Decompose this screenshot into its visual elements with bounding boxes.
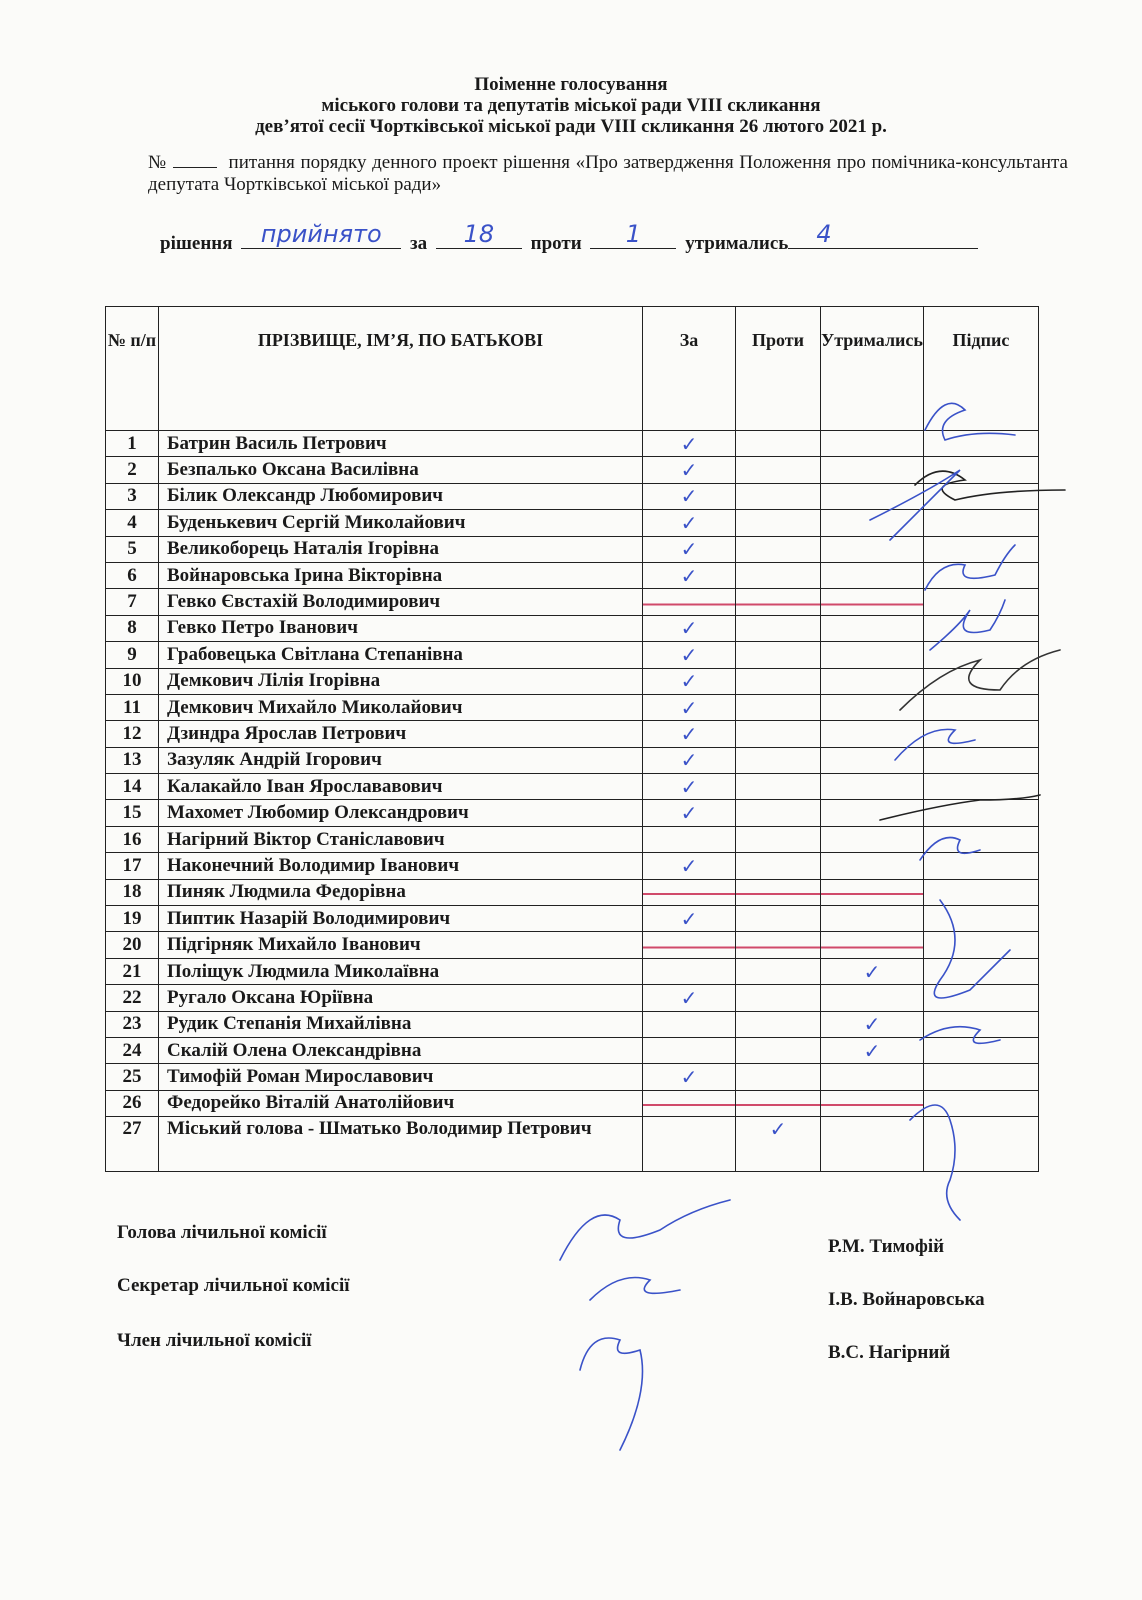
row-number: 17 xyxy=(106,853,159,879)
document-header xyxy=(0,74,1142,137)
vote-abstain-cell xyxy=(821,853,924,879)
decision-field xyxy=(241,220,401,249)
vote-against-cell xyxy=(736,589,821,615)
vote-abstain-cell xyxy=(821,879,924,905)
table-row xyxy=(106,431,1039,457)
secretary-role: Секретар лічильної комісії xyxy=(117,1275,350,1296)
signature-cell xyxy=(923,510,1038,536)
table-row xyxy=(106,721,1039,747)
vote-for-cell xyxy=(643,668,736,694)
signature-cell xyxy=(923,1011,1038,1037)
table-row xyxy=(106,1037,1039,1063)
header-num: № п/п xyxy=(106,307,159,431)
check-mark-icon: ✓ xyxy=(680,642,698,667)
row-number: 2 xyxy=(106,457,159,483)
vote-against-cell xyxy=(736,1064,821,1090)
decision-label: рішення xyxy=(160,233,233,254)
table-row xyxy=(106,642,1039,668)
chair-name: Р.М. Тимофій xyxy=(828,1236,945,1257)
signature-cell xyxy=(923,932,1038,958)
check-mark-icon: ✓ xyxy=(863,1038,881,1063)
signature-cell xyxy=(923,800,1038,826)
agenda-text: питання порядку денного проект рішення «Про затвердження Положення про помічника-консультанта депутата Чортківської міської ради» xyxy=(148,152,1068,195)
vote-for-cell xyxy=(643,721,736,747)
row-name: Грабовецька Світлана Степанівна xyxy=(159,642,643,668)
table-row xyxy=(106,800,1039,826)
vote-against-cell xyxy=(736,1090,821,1116)
table-row xyxy=(106,1090,1039,1116)
vote-against-cell xyxy=(736,668,821,694)
vote-abstain-cell xyxy=(821,932,924,958)
for-value: 18 xyxy=(463,220,495,248)
vote-for-cell xyxy=(643,932,736,958)
row-number: 20 xyxy=(106,932,159,958)
vote-abstain-cell xyxy=(821,800,924,826)
signature-cell xyxy=(923,747,1038,773)
check-mark-icon: ✓ xyxy=(680,537,698,562)
vote-abstain-cell xyxy=(821,721,924,747)
vote-against-cell xyxy=(736,536,821,562)
vote-for-cell xyxy=(643,694,736,720)
table-body xyxy=(106,431,1039,1172)
secretary-name: І.В. Войнаровська xyxy=(828,1289,985,1310)
table-row xyxy=(106,668,1039,694)
row-name: Великоборець Наталія Ігорівна xyxy=(159,536,643,562)
vote-abstain-cell xyxy=(821,1090,924,1116)
table-row xyxy=(106,1117,1039,1172)
row-number: 1 xyxy=(106,431,159,457)
vote-abstain-cell xyxy=(821,826,924,852)
header-abstain: Утримались xyxy=(821,307,924,431)
signature-cell xyxy=(923,1037,1038,1063)
table-row xyxy=(106,747,1039,773)
row-number: 21 xyxy=(106,958,159,984)
vote-abstain-cell xyxy=(821,589,924,615)
vote-abstain-cell xyxy=(821,431,924,457)
vote-for-cell xyxy=(643,1090,736,1116)
row-number: 5 xyxy=(106,536,159,562)
vote-for-cell xyxy=(643,826,736,852)
vote-against-cell xyxy=(736,853,821,879)
vote-for-cell xyxy=(643,879,736,905)
table-row xyxy=(106,985,1039,1011)
vote-for-cell xyxy=(643,1011,736,1037)
table-row xyxy=(106,774,1039,800)
row-name: Ругало Оксана Юріївна xyxy=(159,985,643,1011)
row-name: Скалій Олена Олександрівна xyxy=(159,1037,643,1063)
signature-cell xyxy=(923,853,1038,879)
row-number: 8 xyxy=(106,615,159,641)
vote-for-cell xyxy=(643,774,736,800)
check-mark-icon: ✓ xyxy=(680,563,698,588)
row-name: Підгірняк Михайло Іванович xyxy=(159,932,643,958)
row-number: 18 xyxy=(106,879,159,905)
row-name: Пиняк Людмила Федорівна xyxy=(159,879,643,905)
row-number: 3 xyxy=(106,483,159,509)
signature-cell xyxy=(923,906,1038,932)
row-name: Гевко Петро Іванович xyxy=(159,615,643,641)
against-field xyxy=(590,220,676,249)
check-mark-icon: ✓ xyxy=(680,985,698,1010)
header-for: За xyxy=(643,307,736,431)
vote-abstain-cell xyxy=(821,536,924,562)
row-number: 22 xyxy=(106,985,159,1011)
check-mark-icon: ✓ xyxy=(680,906,698,931)
table-row xyxy=(106,958,1039,984)
vote-for-cell xyxy=(643,615,736,641)
signature-cell xyxy=(923,483,1038,509)
row-number: 13 xyxy=(106,747,159,773)
table-row xyxy=(106,826,1039,852)
vote-abstain-cell xyxy=(821,1011,924,1037)
signature-cell xyxy=(923,1090,1038,1116)
check-mark-icon: ✓ xyxy=(863,959,881,984)
check-mark-icon: ✓ xyxy=(680,853,698,878)
signature-cell xyxy=(923,694,1038,720)
for-label: за xyxy=(410,233,428,254)
table-row xyxy=(106,510,1039,536)
header-subtitle: міського голови та депутатів міської ради VIII скликання xyxy=(321,95,821,116)
vote-against-cell xyxy=(736,906,821,932)
row-number: 26 xyxy=(106,1090,159,1116)
vote-against-cell xyxy=(736,562,821,588)
commission-signature-icon xyxy=(580,1338,643,1450)
decision-value: прийнято xyxy=(260,220,382,248)
vote-abstain-cell xyxy=(821,985,924,1011)
vote-against-cell xyxy=(736,457,821,483)
vote-abstain-cell xyxy=(821,642,924,668)
vote-against-cell xyxy=(736,694,821,720)
vote-abstain-cell xyxy=(821,906,924,932)
row-number: 27 xyxy=(106,1117,159,1172)
check-mark-icon: ✓ xyxy=(680,669,698,694)
row-number: 24 xyxy=(106,1037,159,1063)
vote-for-cell xyxy=(643,483,736,509)
vote-for-cell xyxy=(643,747,736,773)
row-number: 10 xyxy=(106,668,159,694)
check-mark-icon: ✓ xyxy=(680,774,698,799)
vote-abstain-cell xyxy=(821,457,924,483)
vote-against-cell xyxy=(736,483,821,509)
table-row xyxy=(106,932,1039,958)
row-number: 6 xyxy=(106,562,159,588)
vote-against-cell xyxy=(736,1117,821,1172)
row-name: Зазуляк Андрій Ігорович xyxy=(159,747,643,773)
vote-for-cell xyxy=(643,457,736,483)
signature-cell xyxy=(923,642,1038,668)
chair-role: Голова лічильної комісії xyxy=(117,1222,327,1243)
check-mark-icon: ✓ xyxy=(863,1012,881,1037)
vote-for-cell xyxy=(643,906,736,932)
vote-abstain-cell xyxy=(821,694,924,720)
check-mark-icon: ✓ xyxy=(680,616,698,641)
signature-cell xyxy=(923,457,1038,483)
voting-table xyxy=(105,306,1039,1172)
vote-for-cell xyxy=(643,536,736,562)
row-name: Наконечний Володимир Іванович xyxy=(159,853,643,879)
row-number: 7 xyxy=(106,589,159,615)
vote-abstain-cell xyxy=(821,483,924,509)
table-row xyxy=(106,536,1039,562)
row-name: Тимофій Роман Мирославович xyxy=(159,1064,643,1090)
vote-against-cell xyxy=(736,1011,821,1037)
table-row xyxy=(106,694,1039,720)
vote-for-cell xyxy=(643,1037,736,1063)
signature-cell xyxy=(923,958,1038,984)
header-signature: Підпис xyxy=(923,307,1038,431)
table-row xyxy=(106,589,1039,615)
abstain-label: утримались xyxy=(685,233,789,254)
row-name: Войнаровська Ірина Вікторівна xyxy=(159,562,643,588)
signature-cell xyxy=(923,1064,1038,1090)
row-number: 16 xyxy=(106,826,159,852)
row-number: 25 xyxy=(106,1064,159,1090)
vote-against-cell xyxy=(736,826,821,852)
row-name: Пиптик Назарій Володимирович xyxy=(159,906,643,932)
row-name: Демкович Михайло Миколайович xyxy=(159,694,643,720)
check-mark-icon: ✓ xyxy=(680,458,698,483)
row-number: 12 xyxy=(106,721,159,747)
vote-against-cell xyxy=(736,615,821,641)
signature-cell xyxy=(923,879,1038,905)
vote-abstain-cell xyxy=(821,562,924,588)
row-name: Рудик Степанія Михайлівна xyxy=(159,1011,643,1037)
vote-for-cell xyxy=(643,958,736,984)
vote-abstain-cell xyxy=(821,668,924,694)
vote-against-cell xyxy=(736,747,821,773)
row-name: Буденькевич Сергій Миколайович xyxy=(159,510,643,536)
vote-for-cell xyxy=(643,589,736,615)
for-field xyxy=(436,220,522,249)
check-mark-icon: ✓ xyxy=(680,801,698,826)
check-mark-icon: ✓ xyxy=(680,1065,698,1090)
vote-for-cell xyxy=(643,642,736,668)
against-value: 1 xyxy=(625,220,642,248)
check-mark-icon: ✓ xyxy=(769,1117,787,1142)
row-name: Гевко Євстахій Володимирович xyxy=(159,589,643,615)
vote-against-cell xyxy=(736,879,821,905)
signature-cell xyxy=(923,1117,1038,1172)
row-name: Махомет Любомир Олександрович xyxy=(159,800,643,826)
vote-for-cell xyxy=(643,431,736,457)
vote-abstain-cell xyxy=(821,1064,924,1090)
vote-abstain-cell xyxy=(821,1117,924,1172)
vote-abstain-cell xyxy=(821,510,924,536)
vote-abstain-cell xyxy=(821,615,924,641)
vote-against-cell xyxy=(736,774,821,800)
table-row xyxy=(106,562,1039,588)
abstain-field xyxy=(788,220,978,249)
against-label: проти xyxy=(530,233,582,254)
signature-cell xyxy=(923,536,1038,562)
vote-for-cell xyxy=(643,1064,736,1090)
vote-against-cell xyxy=(736,932,821,958)
row-name: Демкович Лілія Ігорівна xyxy=(159,668,643,694)
table-row xyxy=(106,457,1039,483)
row-number: 11 xyxy=(106,694,159,720)
table-row xyxy=(106,483,1039,509)
vote-against-cell xyxy=(736,800,821,826)
commission-signature-icon xyxy=(560,1200,730,1260)
row-number: 23 xyxy=(106,1011,159,1037)
table-row xyxy=(106,1064,1039,1090)
vote-abstain-cell xyxy=(821,1037,924,1063)
member-role: Член лічильної комісії xyxy=(117,1330,312,1351)
agenda-number-label: № xyxy=(148,152,167,173)
check-mark-icon: ✓ xyxy=(680,721,698,746)
row-name: Федорейко Віталій Анатолійович xyxy=(159,1090,643,1116)
commission-signature-icon xyxy=(590,1278,680,1301)
vote-abstain-cell xyxy=(821,774,924,800)
signature-cell xyxy=(923,431,1038,457)
signature-cell xyxy=(923,668,1038,694)
check-mark-icon: ✓ xyxy=(680,484,698,509)
vote-against-cell xyxy=(736,721,821,747)
signature-cell xyxy=(923,562,1038,588)
signature-cell xyxy=(923,615,1038,641)
signature-cell xyxy=(923,985,1038,1011)
table-row xyxy=(106,615,1039,641)
row-name: Калакайло Іван Ярослававович xyxy=(159,774,643,800)
header-against: Проти xyxy=(736,307,821,431)
table-header-row xyxy=(106,307,1039,431)
row-number: 19 xyxy=(106,906,159,932)
signature-cell xyxy=(923,826,1038,852)
member-name: В.С. Нагірний xyxy=(828,1342,951,1363)
vote-against-cell xyxy=(736,1037,821,1063)
signature-cell xyxy=(923,589,1038,615)
vote-for-cell xyxy=(643,985,736,1011)
table-row xyxy=(106,879,1039,905)
decision-summary xyxy=(160,220,1060,259)
abstain-value: 4 xyxy=(816,220,832,248)
agenda-item xyxy=(148,151,1068,196)
row-name: Білик Олександр Любомирович xyxy=(159,483,643,509)
row-name: Нагірний Віктор Станіславович xyxy=(159,826,643,852)
header-title: Поіменне голосування xyxy=(474,74,668,95)
row-number: 15 xyxy=(106,800,159,826)
table-row xyxy=(106,853,1039,879)
row-number: 4 xyxy=(106,510,159,536)
vote-against-cell xyxy=(736,958,821,984)
vote-against-cell xyxy=(736,510,821,536)
vote-for-cell xyxy=(643,562,736,588)
row-number: 9 xyxy=(106,642,159,668)
vote-for-cell xyxy=(643,1117,736,1172)
header-session: дев’ятої сесії Чортківської міської ради VIII скликання 26 лютого 2021 р. xyxy=(255,116,887,137)
check-mark-icon: ✓ xyxy=(680,431,698,456)
vote-abstain-cell xyxy=(821,747,924,773)
table-row xyxy=(106,906,1039,932)
vote-abstain-cell xyxy=(821,958,924,984)
table-row xyxy=(106,1011,1039,1037)
check-mark-icon: ✓ xyxy=(680,748,698,773)
signature-cell xyxy=(923,721,1038,747)
row-name: Міський голова - Шматько Володимир Петрович xyxy=(159,1117,643,1172)
header-name: ПРІЗВИЩЕ, ІМ’Я, ПО БАТЬКОВІ xyxy=(159,307,643,431)
row-name: Батрин Василь Петрович xyxy=(159,431,643,457)
vote-against-cell xyxy=(736,431,821,457)
vote-against-cell xyxy=(736,985,821,1011)
vote-for-cell xyxy=(643,800,736,826)
check-mark-icon: ✓ xyxy=(680,695,698,720)
row-number: 14 xyxy=(106,774,159,800)
row-name: Безпалько Оксана Василівна xyxy=(159,457,643,483)
agenda-number-blank xyxy=(173,151,217,168)
signature-cell xyxy=(923,774,1038,800)
row-name: Поліщук Людмила Миколаївна xyxy=(159,958,643,984)
vote-for-cell xyxy=(643,853,736,879)
vote-against-cell xyxy=(736,642,821,668)
check-mark-icon: ✓ xyxy=(680,510,698,535)
row-name: Дзиндра Ярослав Петрович xyxy=(159,721,643,747)
vote-for-cell xyxy=(643,510,736,536)
